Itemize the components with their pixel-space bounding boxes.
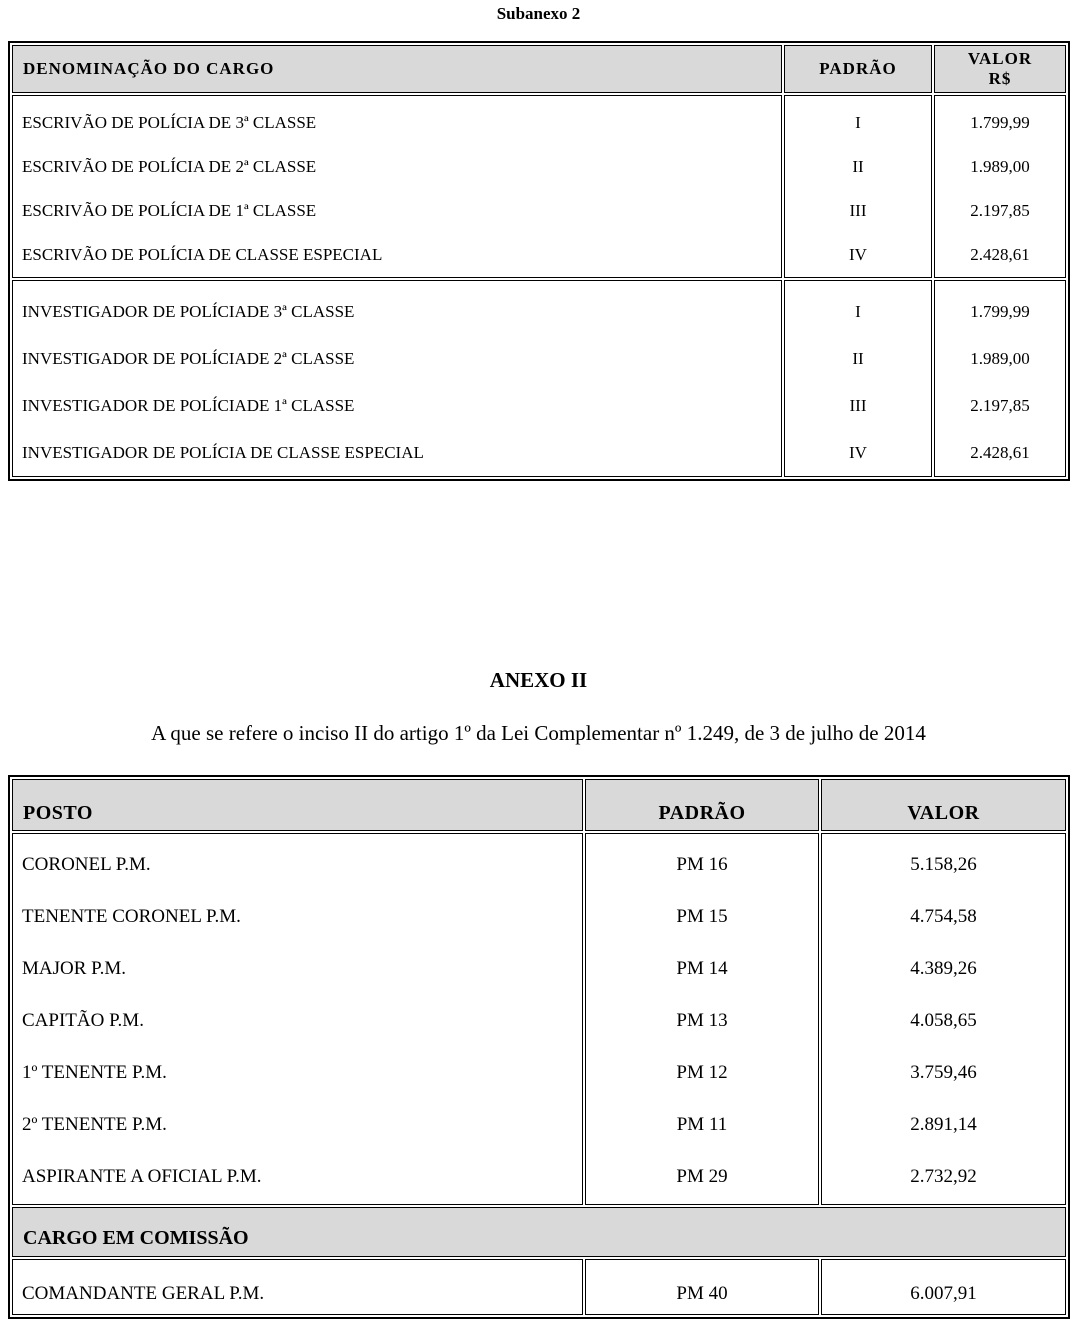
valor-value: 3.759,46 — [910, 1062, 977, 1083]
padrao-value: I — [855, 301, 861, 321]
padrao-value: III — [849, 395, 867, 415]
cargo-cell — [12, 95, 782, 278]
valor-value: 2.891,14 — [910, 1114, 977, 1135]
valor-value: 1.989,00 — [970, 157, 1030, 176]
posto-value: CAPITÃO P.M. — [22, 1010, 144, 1031]
table1-header-valor — [934, 45, 1066, 93]
posto-cell — [12, 833, 583, 1205]
valor-value: 1.989,00 — [970, 348, 1030, 368]
table2-commission-row — [12, 1259, 1066, 1315]
valor-cell — [934, 95, 1066, 278]
valor-cell — [934, 280, 1066, 477]
posto-value: ASPIRANTE A OFICIAL P.M. — [22, 1166, 262, 1187]
table2-ranks-block — [12, 833, 1066, 1205]
cargo-value: ESCRIVÃO DE POLÍCIA DE 2ª CLASSE — [22, 157, 317, 176]
table1-header-row — [12, 45, 1066, 93]
cargo-value: ESCRIVÃO DE POLÍCIA DE 1ª CLASSE — [22, 201, 317, 220]
valor-value: 2.428,61 — [970, 245, 1030, 264]
table2-header-posto: POSTO — [12, 779, 583, 831]
table2-header-valor: VALOR — [821, 779, 1066, 831]
posto-value: MAJOR P.M. — [22, 958, 127, 979]
table1-header-valor-line1: VALOR — [967, 49, 1033, 68]
cargo-cell — [12, 280, 782, 477]
valor-cell — [821, 833, 1066, 1205]
padrao-value: PM 12 — [676, 1062, 728, 1083]
valor-value: 4.058,65 — [910, 1010, 977, 1031]
valor-value: 2.428,61 — [970, 442, 1030, 462]
padrao-value: PM 11 — [676, 1114, 728, 1135]
padrao-value: IV — [849, 442, 867, 462]
padrao-value: PM 14 — [676, 958, 728, 979]
table1-block-investigador — [12, 280, 1066, 477]
subanexo2-table — [8, 41, 1070, 481]
table1-header-padrao: PADRÃO — [784, 45, 932, 93]
table2-header-row — [12, 779, 1066, 831]
posto-value: 2º TENENTE P.M. — [22, 1114, 167, 1135]
cargo-value: ESCRIVÃO DE POLÍCIA DE CLASSE ESPECIAL — [22, 245, 383, 264]
valor-value: 1.799,99 — [970, 301, 1030, 321]
padrao-value: PM 16 — [676, 854, 728, 875]
padrao-value: III — [849, 201, 867, 220]
padrao-value: I — [855, 113, 861, 132]
table2-section-row — [12, 1207, 1066, 1257]
padrao-value: PM 15 — [676, 906, 728, 927]
subanexo-title: Subanexo 2 — [496, 4, 581, 23]
section-label: CARGO EM COMISSÃO — [12, 1207, 1066, 1257]
padrao-cell — [585, 833, 819, 1205]
posto-value: COMANDANTE GERAL P.M. — [12, 1259, 583, 1315]
valor-value: 6.007,91 — [821, 1259, 1066, 1315]
valor-value: 1.799,99 — [970, 113, 1030, 132]
anexo-ii-subtitle: A que se refere o inciso II do artigo 1º da Lei Complementar nº 1.249, de 3 de julho de 2014 — [151, 721, 926, 745]
cargo-value: ESCRIVÃO DE POLÍCIA DE 3ª CLASSE — [22, 113, 317, 132]
posto-value: TENENTE CORONEL P.M. — [22, 906, 241, 927]
valor-value: 2.732,92 — [910, 1166, 977, 1187]
padrao-cell — [784, 280, 932, 477]
table2-header-padrao: PADRÃO — [585, 779, 819, 831]
anexo2-table — [8, 775, 1070, 1319]
padrao-value: PM 13 — [676, 1010, 728, 1031]
valor-value: 4.389,26 — [910, 958, 977, 979]
table1-header-valor-line2: R$ — [988, 69, 1012, 88]
cargo-value: INVESTIGADOR DE POLÍCIADE 1ª CLASSE — [22, 395, 355, 415]
valor-value: 5.158,26 — [910, 854, 977, 875]
padrao-cell — [784, 95, 932, 278]
padrao-value: II — [852, 157, 864, 176]
padrao-value: II — [852, 348, 864, 368]
valor-value: 2.197,85 — [970, 201, 1030, 220]
posto-value: CORONEL P.M. — [22, 854, 151, 875]
cargo-value: INVESTIGADOR DE POLÍCIADE 3ª CLASSE — [22, 301, 355, 321]
padrao-value: PM 29 — [676, 1166, 728, 1187]
padrao-value: PM 40 — [585, 1259, 819, 1315]
posto-value: 1º TENENTE P.M. — [22, 1062, 167, 1083]
padrao-value: IV — [849, 245, 867, 264]
valor-value: 2.197,85 — [970, 395, 1030, 415]
anexo-ii-title: ANEXO II — [489, 668, 588, 692]
table1-block-escrivao — [12, 95, 1066, 278]
valor-value: 4.754,58 — [910, 906, 977, 927]
table1-header-cargo: DENOMINAÇÃO DO CARGO — [12, 45, 782, 93]
cargo-value: INVESTIGADOR DE POLÍCIA DE CLASSE ESPECIAL — [22, 442, 424, 462]
cargo-value: INVESTIGADOR DE POLÍCIADE 2ª CLASSE — [22, 348, 355, 368]
